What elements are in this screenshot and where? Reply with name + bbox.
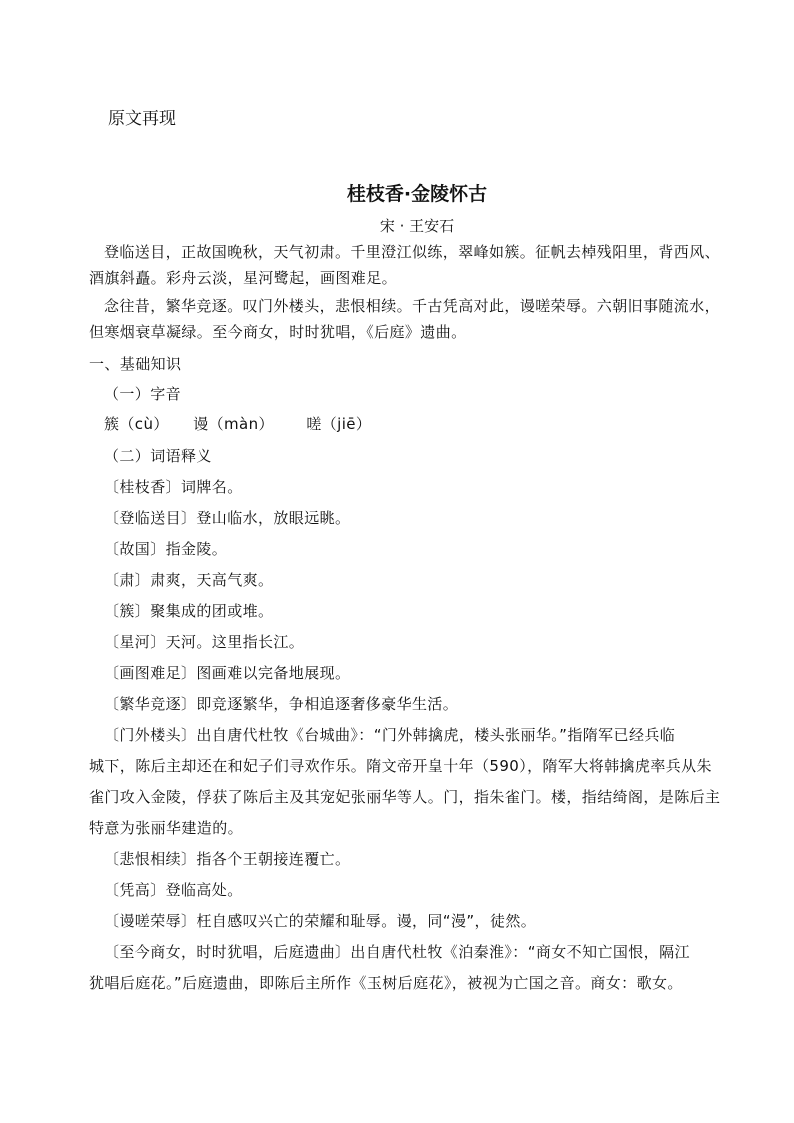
vocab-entry: 〔繁华竞逐〕即竞逐繁华，争相追逐奢侈豪华生活。 xyxy=(104,695,459,713)
vocab-entry: 〔悲恨相续〕指各个王朝接连覆亡。 xyxy=(104,850,351,868)
pronunciation-heading: （一）字音 xyxy=(104,385,182,403)
vocab-entry-continued: 特意为张丽华建造的。 xyxy=(89,819,244,837)
vocab-entry: 〔故国〕指金陵。 xyxy=(104,540,228,558)
vocab-entry: 〔谩嗟荣辱〕枉自感叹兴亡的荣耀和耻辱。谩，同“漫”，徒然。 xyxy=(104,912,537,930)
vocab-entry: 〔星河〕天河。这里指长江。 xyxy=(104,633,305,651)
vocab-entry-continued: 雀门攻入金陵，俘获了陈后主及其宠妃张丽华等人。门，指朱雀门。楼，指结绮阁，是陈后主 xyxy=(89,788,721,806)
poem-line: 但寒烟衰草凝绿。至今商女，时时犹唱，《后庭》遗曲。 xyxy=(89,323,467,341)
vocab-entry: 〔登临送目〕登山临水，放眼远眺。 xyxy=(104,509,351,527)
poem-title: 桂枝香·金陵怀古 xyxy=(346,183,488,205)
vocab-entry: 〔画图难足〕图画难以完备地展现。 xyxy=(104,664,351,682)
pronunciation-list xyxy=(104,414,371,434)
vocab-entry: 〔桂枝香〕词牌名。 xyxy=(104,478,243,496)
poem-line: 登临送目，正故国晚秋，天气初肃。千里澄江似练，翠峰如簇。征帆去棹残阳里，背西风、 xyxy=(104,243,721,261)
vocab-entry: 〔肃〕肃爽，天高气爽。 xyxy=(104,571,274,589)
vocab-entry: 〔至今商女，时时犹唱，后庭遗曲〕出自唐代杜牧《泊秦淮》：“商女不知亡国恨，隔江 xyxy=(104,943,690,961)
section-heading: 原文再现 xyxy=(108,109,176,129)
vocab-entry-continued: 城下，陈后主却还在和妃子们寻欢作乐。隋文帝开皇十年（590），隋军大将韩擒虎率兵从朱 xyxy=(89,757,712,775)
pronunciation-item: 谩（màn） xyxy=(193,415,274,433)
pronunciation-item: 簇（cù） xyxy=(104,415,169,433)
poem-line: 念往昔，繁华竞逐。叹门外楼头，悲恨相续。千古凭高对此，谩嗟荣辱。六朝旧事随流水， xyxy=(104,297,721,315)
poem-author: 宋 · 王安石 xyxy=(379,217,455,235)
knowledge-heading: 一、基础知识 xyxy=(89,355,182,373)
vocab-entry: 〔凭高〕登临高处。 xyxy=(104,881,243,899)
vocab-entry-continued: 犹唱后庭花。”后庭遗曲，即陈后主所作《玉树后庭花》，被视为亡国之音。商女：歌女。 xyxy=(89,974,683,992)
pronunciation-item: 嗟（jiē） xyxy=(306,415,372,433)
vocab-entry: 〔簇〕聚集成的团或堆。 xyxy=(104,602,274,620)
vocab-heading: （二）词语释义 xyxy=(104,447,212,465)
poem-line: 酒旗斜矗。彩舟云淡，星河鹭起，画图难足。 xyxy=(89,269,398,287)
vocab-entry: 〔门外楼头〕出自唐代杜牧《台城曲》：“门外韩擒虎，楼头张丽华。”指隋军已经兵临 xyxy=(104,726,676,744)
